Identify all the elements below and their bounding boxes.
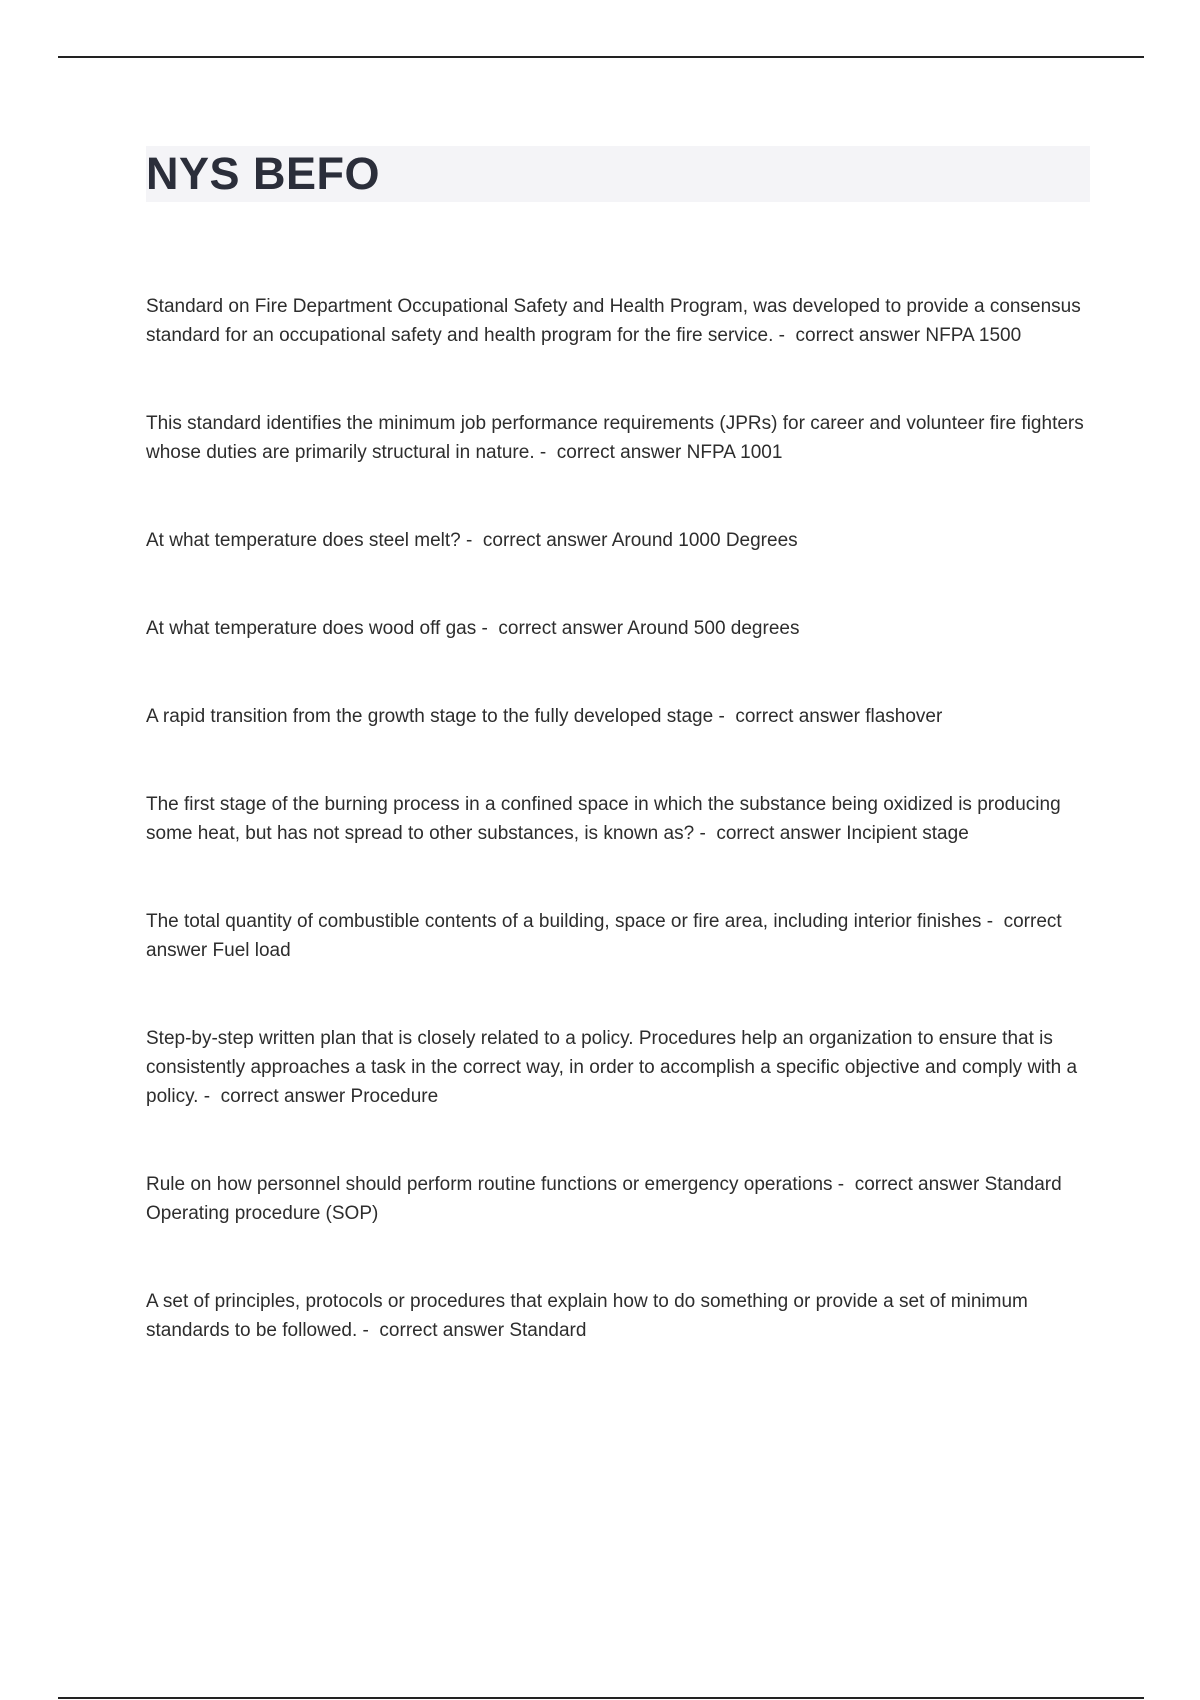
- answer-text: Around 500 degrees: [627, 618, 800, 639]
- separator: -: [694, 823, 717, 844]
- answer-prefix: correct answer: [220, 1086, 346, 1107]
- question-text: The first stage of the burning process in a confined space in which the substance being oxidized is producing some heat, but has not spread to other substances, is known as?: [146, 794, 1061, 844]
- bottom-rule: [58, 1697, 1144, 1699]
- answer-text: flashover: [865, 706, 943, 727]
- answer-text: Fuel load: [212, 940, 291, 961]
- answer-text: Procedure: [350, 1086, 439, 1107]
- qa-item: [146, 526, 1090, 555]
- page-title: NYS BEFO: [146, 148, 381, 199]
- qa-item: [146, 907, 1090, 965]
- question-text: A set of principles, protocols or procedures that explain how to do something or provide a set of minimum standards to be followed.: [146, 1291, 1028, 1341]
- answer-prefix: correct answer: [556, 442, 682, 463]
- question-text: At what temperature does steel melt?: [146, 530, 461, 551]
- question-text: The total quantity of combustible contents of a building, space or fire area, including interior finishes: [146, 911, 982, 932]
- separator: -: [981, 911, 1004, 932]
- question-text: Step-by-step written plan that is closely related to a policy. Procedures help an organization to ensure that is consistently approaches a task in the correct way, in order to accomplish a specific objective and comply with a policy.: [146, 1028, 1078, 1107]
- qa-item: [146, 409, 1090, 467]
- separator: -: [773, 325, 796, 346]
- question-text: Rule on how personnel should perform routine functions or emergency operations: [146, 1174, 833, 1195]
- answer-prefix: correct answer: [795, 325, 921, 346]
- answer-text: Standard Operating procedure (SOP): [146, 1174, 1062, 1224]
- separator: -: [198, 1086, 221, 1107]
- question-text: A rapid transition from the growth stage to the fully developed stage: [146, 706, 714, 727]
- separator: -: [534, 442, 557, 463]
- answer-text: Around 1000 Degrees: [611, 530, 798, 551]
- qa-item: [146, 1024, 1090, 1111]
- question-text: At what temperature does wood off gas: [146, 618, 477, 639]
- top-rule: [58, 56, 1144, 58]
- answer-prefix: correct answer: [854, 1174, 980, 1195]
- qa-item: [146, 292, 1090, 350]
- separator: -: [832, 1174, 855, 1195]
- separator: -: [713, 706, 736, 727]
- qa-item: [146, 1287, 1090, 1345]
- answer-prefix: correct answer: [716, 823, 841, 844]
- answer-prefix: correct answer: [735, 706, 860, 727]
- separator: -: [357, 1320, 380, 1341]
- qa-item: [146, 1170, 1090, 1228]
- answer-text: Incipient stage: [846, 823, 969, 844]
- qa-list: [146, 292, 1090, 1404]
- answer-prefix: correct answer: [498, 618, 624, 639]
- answer-prefix: correct answer: [146, 911, 1062, 961]
- answer-text: NFPA 1001: [686, 442, 783, 463]
- separator: -: [476, 618, 499, 639]
- qa-item: [146, 614, 1090, 643]
- qa-item: [146, 702, 1090, 731]
- answer-text: NFPA 1500: [925, 325, 1022, 346]
- answer-text: Standard: [509, 1320, 587, 1341]
- separator: -: [460, 530, 483, 551]
- answer-prefix: correct answer: [482, 530, 608, 551]
- question-text: This standard identifies the minimum job performance requirements (JPRs) for career and volunteer fire fighters whose duties are primarily structural in nature.: [146, 413, 1084, 463]
- qa-item: [146, 790, 1090, 848]
- question-text: Standard on Fire Department Occupational Safety and Health Program, was developed to provide a consensus standard for an occupational safety and health program for the fire service.: [146, 296, 1081, 346]
- answer-prefix: correct answer: [379, 1320, 505, 1341]
